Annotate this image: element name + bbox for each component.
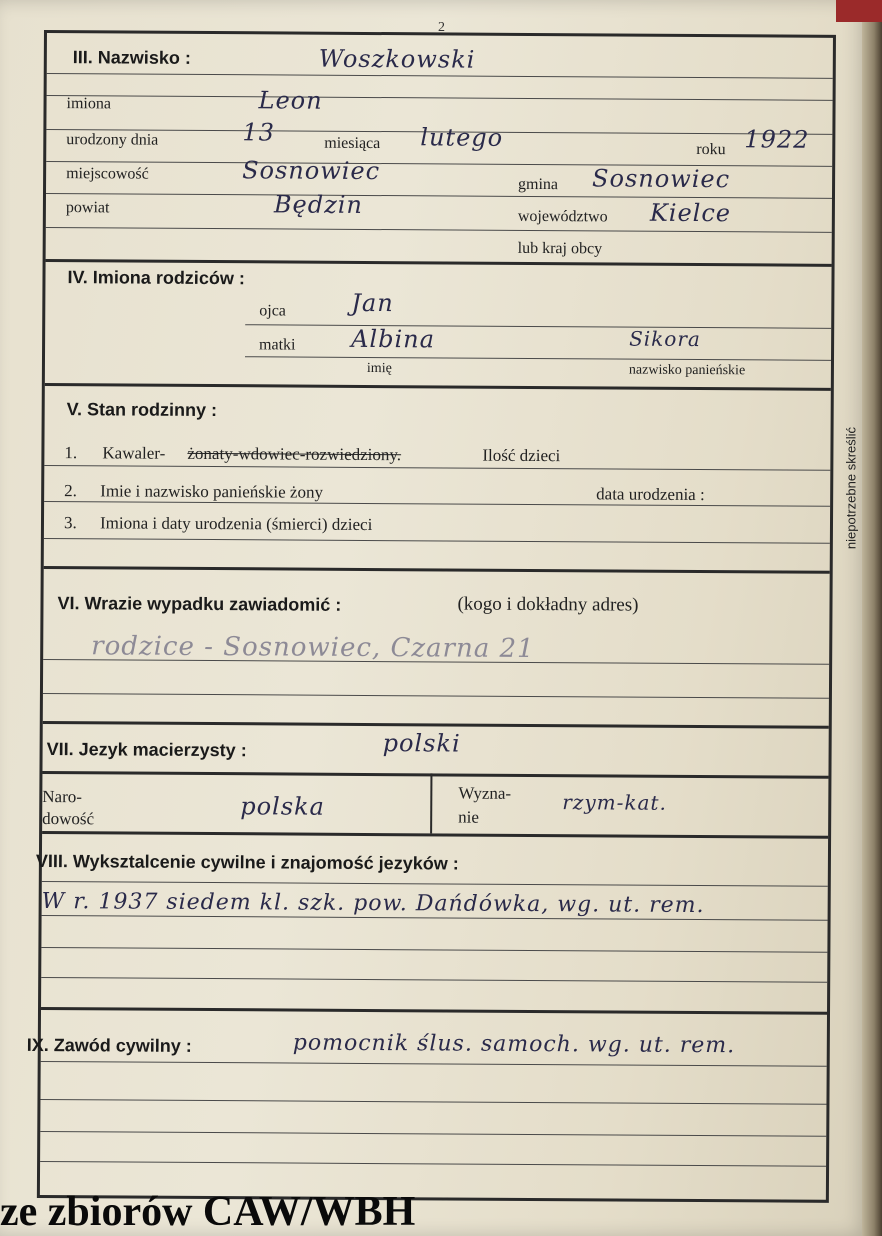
mother-maiden-value: Sikora — [629, 326, 701, 352]
form-frame — [26, 30, 836, 1203]
year-value: 1922 — [744, 125, 810, 154]
side-note: niepotrzebne skreślić — [843, 426, 859, 550]
archive-stamp: ze zbiorów CAW/WBH — [0, 1189, 416, 1235]
page-number: 2 — [438, 20, 445, 35]
marital-status-bachelor: Kawaler- — [102, 443, 166, 463]
civil-occupation-value: pomocnik ślus. samoch. wg. ut. rem. — [292, 1030, 736, 1059]
column-divider — [430, 773, 432, 833]
section-divider — [46, 259, 832, 267]
voivodeship-label: województwo — [517, 207, 608, 226]
rule — [40, 1099, 826, 1105]
section-divider — [43, 721, 829, 729]
emergency-contact-value: rodzice - Sosnowiec, Czarna 21 — [91, 631, 535, 665]
maiden-name-caption: nazwisko panieńskie — [628, 362, 746, 379]
rule — [44, 465, 830, 471]
commune-value: Sosnowiec — [592, 164, 731, 194]
wife-birth-date-label: data urodzenia : — [596, 484, 705, 505]
section-divider — [41, 1007, 827, 1015]
rule — [43, 693, 829, 699]
section-iv-heading: IV. Imiona rodziców : — [67, 267, 245, 289]
section-vii-heading: VII. Jezyk macierzysty : — [46, 739, 247, 761]
marital-status-struck: żonaty-wdowiec-rozwiedziony. — [187, 443, 402, 465]
first-names-value: Leon — [258, 86, 323, 115]
rule — [44, 501, 830, 507]
rule — [245, 356, 831, 361]
mother-tongue-value: polski — [382, 729, 461, 758]
red-cover-corner — [836, 0, 882, 22]
rule — [40, 1131, 826, 1137]
children-names-label: Imiona i daty urodzenia (śmierci) dzieci — [99, 513, 373, 535]
section-viii-heading: VIII. Wyksztalcenie cywilne i znajomość jezyków : — [35, 850, 459, 874]
mother-label: matki — [259, 336, 296, 354]
foreign-country-label: lub kraj obcy — [517, 239, 603, 258]
father-label: ojca — [259, 302, 286, 320]
rule — [41, 1061, 827, 1067]
religion-label-line2: nie — [458, 807, 480, 827]
rule — [245, 324, 831, 329]
rule — [46, 227, 832, 233]
line1-number: 1. — [64, 443, 78, 463]
district-value: Będzin — [273, 190, 364, 219]
line3-number: 3. — [63, 513, 77, 533]
rule — [41, 947, 827, 953]
place-label: miejscowość — [66, 165, 149, 183]
wife-name-label: Imie i nazwisko panieńskie żony — [100, 481, 324, 502]
born-day-label: urodzony dnia — [66, 131, 159, 149]
section-vi-heading: VI. Wrazie wypadku zawiadomić : — [57, 593, 342, 615]
born-day-value: 13 — [242, 118, 276, 147]
mother-value: Albina — [351, 324, 436, 354]
section-iii-heading: III. Nazwisko : — [72, 47, 191, 68]
voivodeship-value: Kielce — [649, 198, 732, 228]
section-divider — [45, 383, 831, 391]
children-count-label: Ilość dzieci — [482, 445, 561, 466]
section-ix-heading: IX. Zawód cywilny : — [26, 1034, 192, 1056]
education-value: W r. 1937 siedem kl. szk. pow. Dańdówka, wg. ut. rem. — [41, 889, 705, 919]
month-label: miesiąca — [324, 134, 381, 153]
first-name-caption: imię — [366, 360, 392, 377]
rule — [40, 1161, 826, 1167]
surname-value: Woszkowski — [318, 44, 476, 74]
place-value: Sosnowiec — [242, 156, 381, 186]
nationality-label-line1: Naro- — [42, 787, 83, 807]
rule — [42, 881, 828, 887]
commune-label: gmina — [518, 175, 559, 194]
district-label: powiat — [65, 199, 110, 217]
nationality-label-line2: dowość — [42, 809, 95, 829]
section-divider — [42, 771, 828, 779]
rule — [44, 538, 830, 544]
section-vi-note: (kogo i dokładny adres) — [457, 593, 639, 616]
nationality-value: polska — [240, 792, 326, 821]
religion-value: rzym-kat. — [562, 790, 667, 815]
page-binding-edge — [862, 0, 882, 1236]
rule — [47, 95, 833, 101]
year-label: roku — [696, 140, 726, 159]
section-divider — [44, 566, 830, 574]
father-value: Jan — [351, 288, 394, 318]
rule — [46, 193, 832, 199]
month-value: lutego — [420, 123, 504, 152]
section-divider — [42, 831, 828, 839]
section-v-heading: V. Stan rodzinny : — [66, 399, 218, 421]
rule — [41, 977, 827, 983]
religion-label-line1: Wyzna- — [458, 783, 512, 803]
rule — [47, 73, 833, 79]
first-names-label: imiona — [66, 95, 112, 113]
line2-number: 2. — [64, 481, 77, 501]
